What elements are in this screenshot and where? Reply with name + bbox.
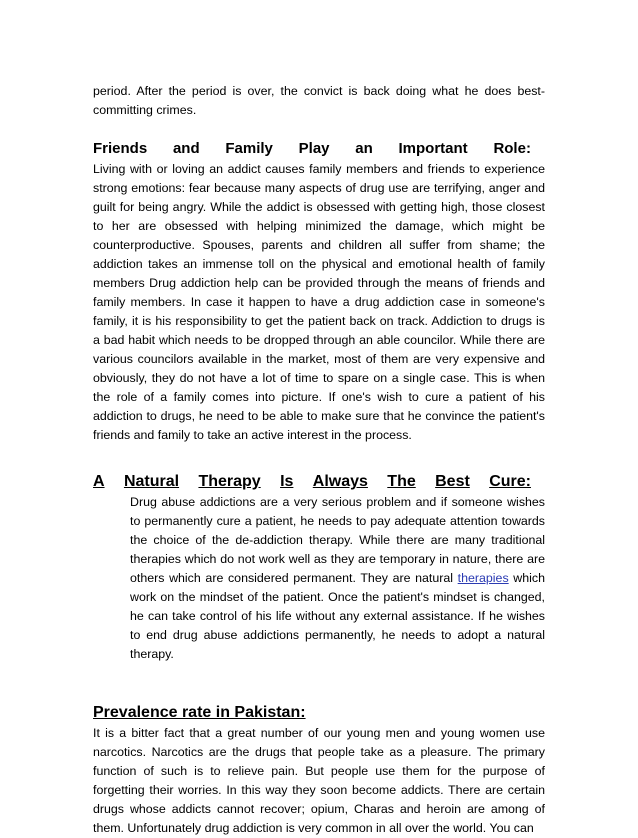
heading-word: an bbox=[355, 140, 373, 157]
natural-therapy-heading bbox=[93, 472, 545, 492]
heading-word: Friends bbox=[93, 140, 148, 157]
therapies-link[interactable]: therapies bbox=[457, 571, 509, 585]
heading-word: Play bbox=[298, 140, 330, 157]
heading-word: A bbox=[93, 473, 105, 490]
heading-word: Family bbox=[225, 140, 273, 157]
heading-word: Always bbox=[312, 473, 368, 490]
friends-family-heading bbox=[93, 139, 545, 159]
prevalence-paragraph: It is a bitter fact that a great number of our young men and young women use narcotics. Narcotics are the drugs that people take as a pleasure. The primary function of such is to relieve pain. But people use them for the purpose of forgetting their worries. In this way they soon become addicts. There are certain drugs whose addicts cannot recover; opium, Charas and heroin are among of them. Unfortunately drug addiction is very common in all over the world. You can bbox=[93, 726, 545, 835]
heading-word: Natural bbox=[123, 473, 180, 490]
natural-therapy-text-b: which work on the mindset of the patient. Once the patient's mindset is changed, he can take control of his life without any external assistance. If he wishes to end drug abuse addictions permanently, he needs to adopt a natural therapy. bbox=[130, 571, 545, 661]
document-page bbox=[93, 82, 545, 838]
natural-therapy-text-a: Drug abuse addictions are a very serious problem and if someone wishes to permanently cure a patient, he needs to pay adequate attention towards the choice of the de-addiction therapy. While there are many traditional therapies which do not work well as they are temporary in nature, there are others which are considered permanent. They are natural bbox=[130, 495, 545, 585]
natural-therapy-paragraph bbox=[93, 493, 545, 664]
heading-word: and bbox=[172, 140, 200, 157]
heading-word: The bbox=[387, 473, 416, 490]
friends-family-paragraph: Living with or loving an addict causes family members and friends to experience strong emotions: fear because many aspects of drug use are terrifying, anger and guilt for being angry. While the addict is obsessed with getting high, those closest to her are obsessed with helping minimized the damage, which might be counterproductive. Spouses, parents and children all suffer from shame; the addiction takes an immense toll on the physical and emotional health of family members Drug addiction help can be provided through the means of friends and family members. In case it happen to have a drug addiction case in someone's family, it is his responsibility to get the patient back on track. Addiction to drugs is a bad habit which needs to be dropped through an able councilor. While there are various councilors available in the market, most of them are very expensive and obviously, they do not have a lot of time to spare on a single case. This is when the role of a family comes into picture. If one's wish to cure a patient of his addiction to drugs, he need to be able to make sure that he convince the patient's friends and family to take an active interest in the process. bbox=[93, 162, 545, 442]
heading-word: Cure: bbox=[489, 473, 531, 490]
heading-word: Therapy bbox=[198, 473, 261, 490]
heading-word: Is bbox=[280, 473, 294, 490]
intro-paragraph: period. After the period is over, the convict is back doing what he does best-committing crimes. bbox=[93, 84, 545, 117]
heading-word: Role: bbox=[493, 140, 531, 157]
prevalence-heading: Prevalence rate in Pakistan: bbox=[93, 704, 306, 721]
heading-word: Important bbox=[398, 140, 468, 157]
heading-word: Best bbox=[435, 473, 470, 490]
